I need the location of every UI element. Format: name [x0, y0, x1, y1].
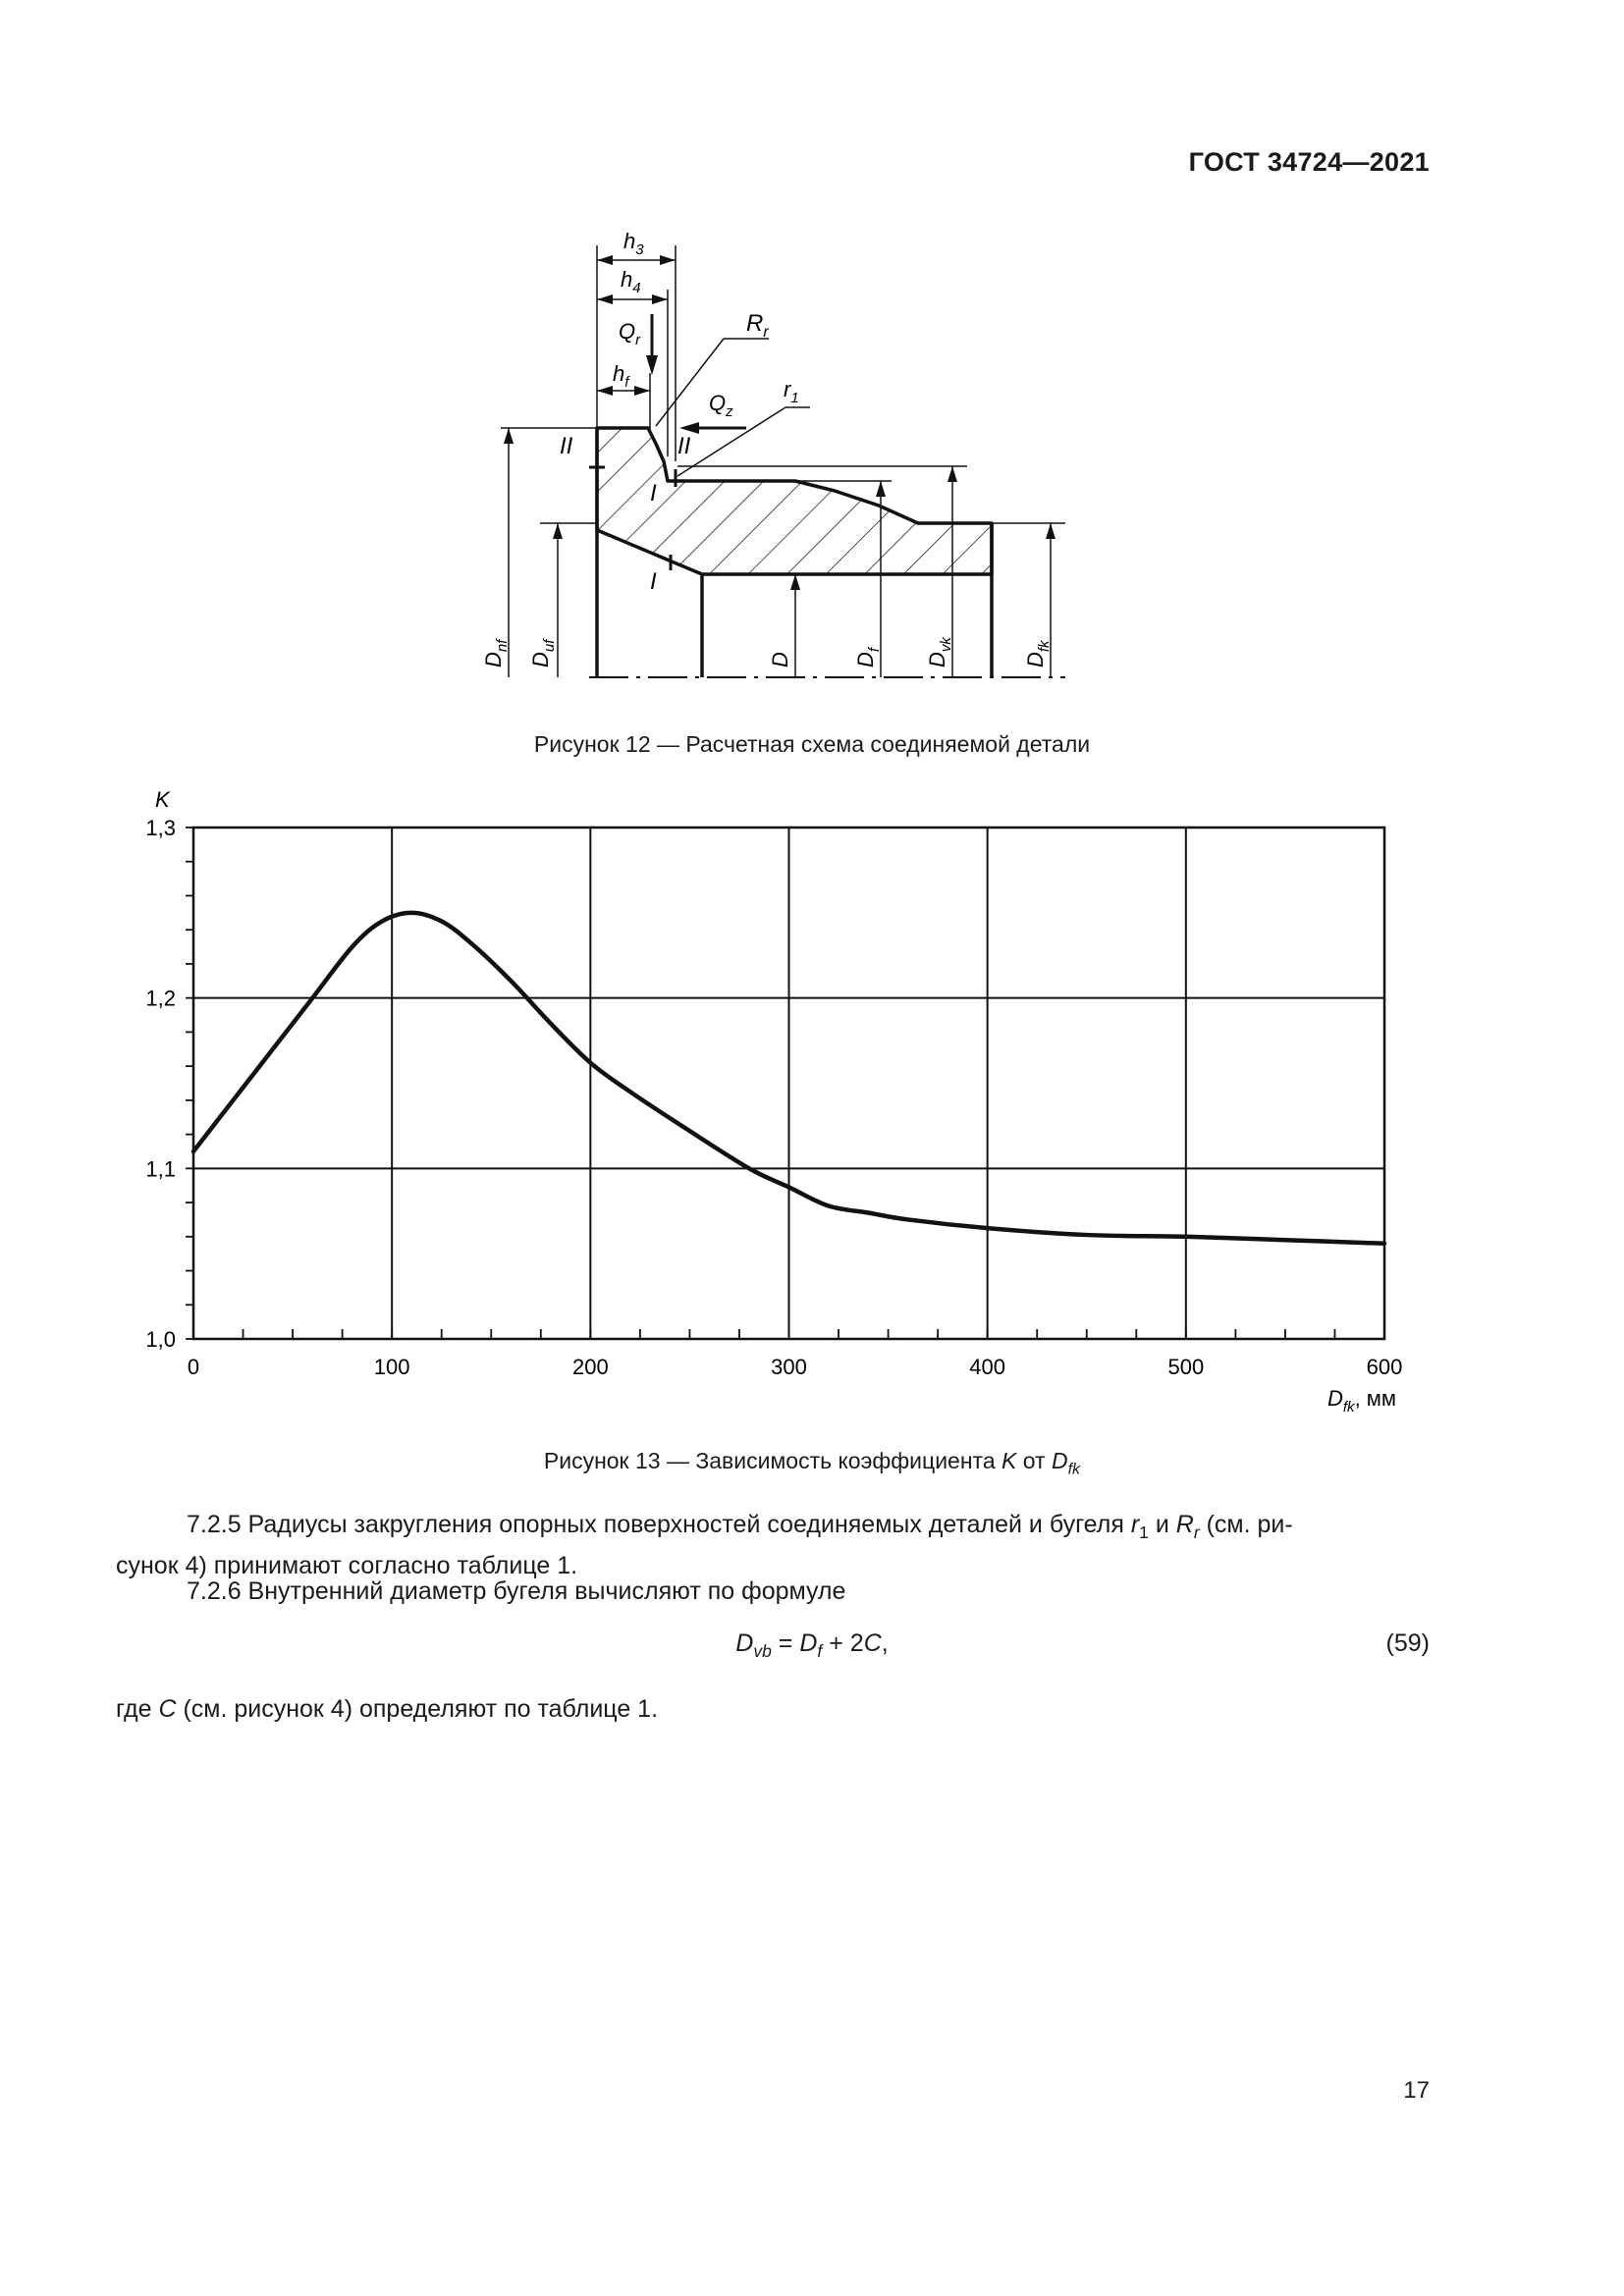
section-mark-II-right: II: [677, 433, 691, 459]
chart-grid: [193, 828, 1384, 1339]
figure-13-caption: Рисунок 13 — Зависимость коэффициента K от $D_{fk}$: [543, 1448, 1081, 1478]
figure-13-chart: [118, 780, 1434, 1438]
chart-tick-labels: [145, 816, 1402, 1379]
label-Qr: $Q_r$: [619, 319, 641, 348]
label-Rr: $R_r$: [746, 310, 769, 341]
chart-x-tick-label: 100: [373, 1355, 410, 1379]
chart-ticks: [186, 828, 1384, 1339]
standard-header: ГОСТ 34724—2021: [1188, 147, 1430, 177]
chart-y-tick-label: 1,3: [145, 816, 176, 840]
figure-12-diagram: [461, 221, 1100, 712]
chart-x-tick-label: 500: [1167, 1355, 1205, 1379]
chart-y-tick-label: 1,2: [145, 986, 176, 1011]
figure-12-caption: Рисунок 12 — Расчетная схема соединяемой детали: [533, 731, 1091, 757]
chart-y-label: K: [155, 787, 170, 812]
section-mark-I-bottom: I: [650, 568, 657, 595]
label-Dnf: $D_{nf}$: [481, 639, 511, 667]
label-h3: $h_3$: [623, 229, 644, 258]
equation-number: (59): [1385, 1629, 1430, 1657]
page-number: 17: [1403, 2077, 1430, 2104]
label-Duf: $D_{uf}$: [528, 639, 558, 667]
paragraph-where: где C (см. рисунок 4) определяют по таблице 1.: [116, 1695, 659, 1723]
chart-x-tick-label: 600: [1366, 1355, 1403, 1379]
chart-x-tick-label: 200: [571, 1355, 609, 1379]
label-r1: $r_1$: [784, 377, 799, 406]
paragraph-7-2-5: 7.2.5 Радиусы закругления опорных поверхностей соединяемых деталей и бугеля $r_1$ и $R_r$ (см. ри- сунок 4) принимают согласно таблице 1.: [116, 1511, 1293, 1579]
label-D: D: [768, 652, 792, 667]
label-Df: $D_f$: [853, 647, 883, 667]
label-h4: $h_4$: [621, 267, 641, 296]
chart-x-label: $D_{fk}$, мм: [1327, 1386, 1397, 1415]
label-Dfk: $D_{fk}$: [1023, 640, 1053, 667]
section-mark-II-left: II: [560, 433, 573, 459]
chart-y-tick-label: 1,0: [145, 1327, 176, 1352]
chart-x-tick-label: 0: [187, 1355, 200, 1379]
formula-59: $D_{vb} = D_f + 2C$,: [735, 1629, 889, 1661]
chart-y-tick-label: 1,1: [145, 1156, 176, 1182]
paragraph-7-2-6: 7.2.6 Внутренний диаметр бугеля вычисляют по формуле: [187, 1577, 846, 1605]
label-hf: $h_f$: [613, 361, 629, 391]
section-mark-I-top: I: [650, 480, 657, 507]
chart-x-tick-label: 300: [771, 1355, 807, 1379]
label-Qz: $Q_z$: [709, 391, 733, 420]
label-Dvk: $D_{vk}$: [925, 637, 954, 667]
chart-x-tick-label: 400: [969, 1355, 1006, 1379]
